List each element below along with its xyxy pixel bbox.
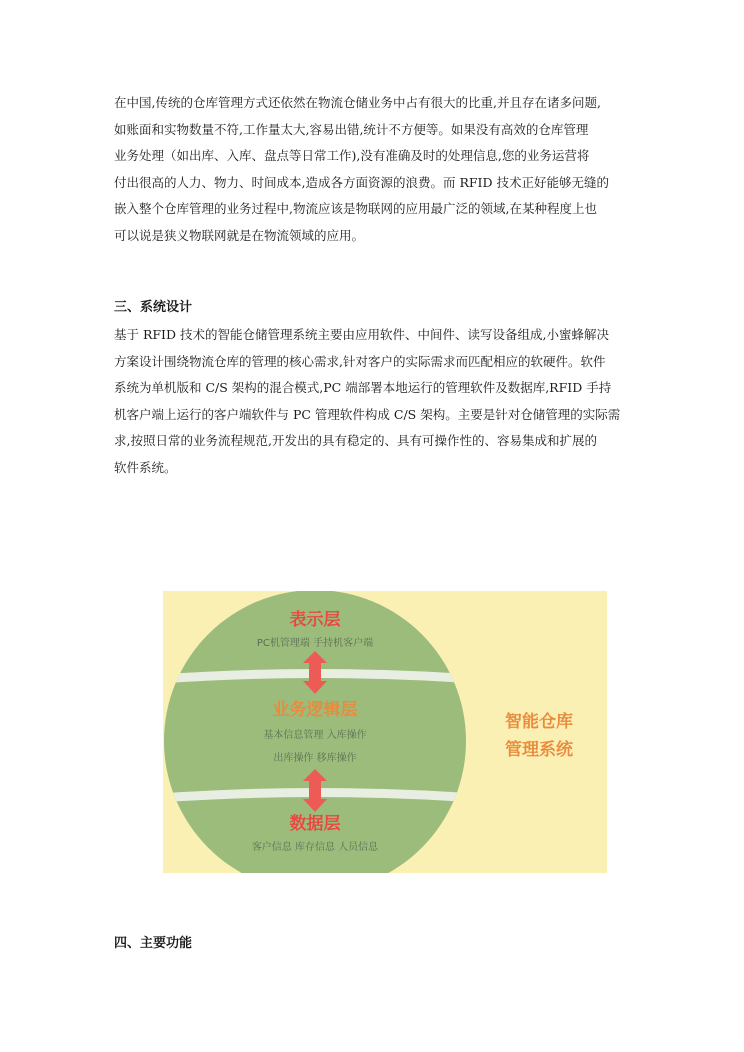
system-design-line: 软件系统。 bbox=[114, 459, 177, 475]
system-design-line: 求,按照日常的业务流程规范,开发出的具有稳定的、具有可操作性的、容易集成和扩展的 bbox=[114, 433, 597, 449]
system-design-line: 基于 RFID 技术的智能仓储管理系统主要由应用软件、中间件、读写设备组成,小蜜蜂解决 bbox=[114, 327, 609, 342]
system-name-line: 管理系统 bbox=[505, 740, 573, 760]
system-design-line: 方案设计围绕物流仓库的管理的核心需求,针对客户的实际需求而匹配相应的软硬件。软件 bbox=[114, 353, 606, 369]
intro-line: 业务处理（如出库、入库、盘点等日常工作),没有准确及时的处理信息,您的业务运营将 bbox=[114, 148, 590, 164]
system-design-paragraph bbox=[114, 322, 632, 482]
business-layer-line: 出库操作 移库操作 bbox=[273, 753, 357, 764]
architecture-diagram-svg bbox=[163, 591, 607, 873]
data-layer-subtitle: 客户信息 库存信息 人员信息 bbox=[251, 842, 379, 853]
intro-line: 在中国,传统的仓库管理方式还依然在物流仓储业务中占有很大的比重,并且存在诸多问题, bbox=[114, 95, 601, 110]
section-heading-system-design: 三、系统设计 bbox=[114, 300, 193, 315]
data-layer-title: 数据层 bbox=[289, 814, 341, 834]
intro-line: 付出很高的人力、物力、时间成本,造成各方面资源的浪费。而 RFID 技术正好能够无缝的 bbox=[114, 174, 609, 190]
system-name-line: 智能仓库 bbox=[505, 712, 573, 732]
presentation-layer-subtitle: PC机管理端 手持机客户端 bbox=[256, 638, 374, 649]
system-design-line: 机客户端上运行的客户端软件与 PC 管理软件构成 C/S 架构。主要是针对仓储管理的实际需 bbox=[114, 406, 621, 422]
section-heading-main-functions: 四、主要功能 bbox=[114, 936, 193, 951]
presentation-layer-title: 表示层 bbox=[289, 610, 341, 630]
architecture-diagram bbox=[163, 591, 607, 873]
business-layer-line: 基本信息管理 入库操作 bbox=[263, 730, 367, 741]
system-design-line: 系统为单机版和 C/S 架构的混合模式,PC 端部署本地运行的管理软件及数据库,RFID 手持 bbox=[114, 380, 612, 396]
intro-paragraph bbox=[114, 90, 632, 250]
intro-line: 如账面和实物数量不符,工作量太大,容易出错,统计不方便等。如果没有高效的仓库管理 bbox=[114, 121, 589, 137]
business-layer-title: 业务逻辑层 bbox=[272, 700, 358, 720]
intro-line: 嵌入整个仓库管理的业务过程中,物流应该是物联网的应用最广泛的领域,在某种程度上也 bbox=[114, 201, 597, 217]
intro-line: 可以说是狭义物联网就是在物流领域的应用。 bbox=[114, 227, 365, 243]
